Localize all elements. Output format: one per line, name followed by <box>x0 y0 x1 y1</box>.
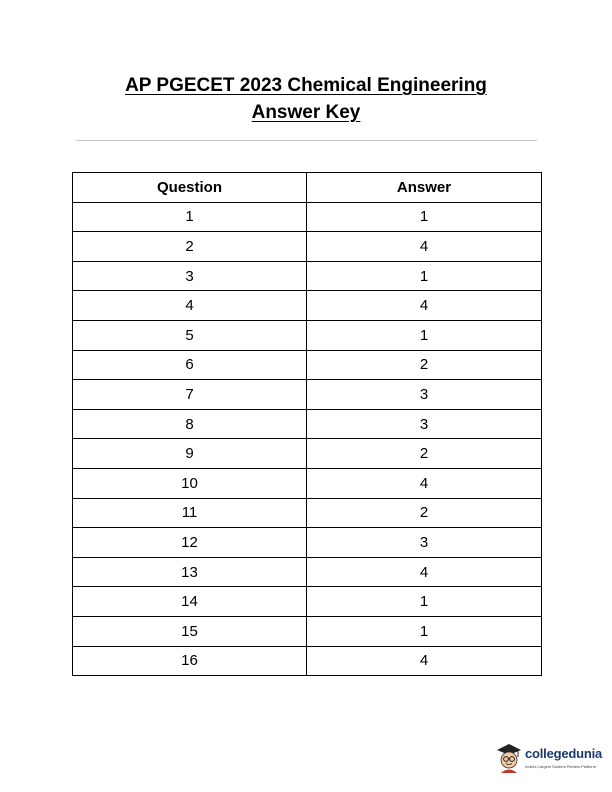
answer-cell: 3 <box>307 380 542 410</box>
collegedunia-logo <box>495 742 612 778</box>
table-row <box>73 528 542 558</box>
question-number-cell: 8 <box>73 409 307 439</box>
answer-cell: 1 <box>307 261 542 291</box>
answer-cell: 4 <box>307 646 542 676</box>
table-row <box>73 616 542 646</box>
document-title <box>0 72 612 126</box>
question-number-cell: 7 <box>73 380 307 410</box>
answer-key-table <box>72 172 542 676</box>
question-number-cell: 4 <box>73 291 307 321</box>
student-mascot-icon <box>495 742 523 774</box>
answer-cell: 3 <box>307 528 542 558</box>
question-number-cell: 16 <box>73 646 307 676</box>
answer-cell: 4 <box>307 468 542 498</box>
table-row <box>73 380 542 410</box>
question-number-cell: 12 <box>73 528 307 558</box>
table-row <box>73 350 542 380</box>
answer-cell: 2 <box>307 439 542 469</box>
title-line-2: Answer Key <box>251 102 361 123</box>
question-number-cell: 11 <box>73 498 307 528</box>
answer-cell: 3 <box>307 409 542 439</box>
question-number-cell: 9 <box>73 439 307 469</box>
answer-cell: 4 <box>307 232 542 262</box>
table-row <box>73 439 542 469</box>
table-header-row <box>73 173 542 203</box>
table-row <box>73 409 542 439</box>
table-row <box>73 468 542 498</box>
question-number-cell: 15 <box>73 616 307 646</box>
question-number-cell: 10 <box>73 468 307 498</box>
question-number-cell: 1 <box>73 202 307 232</box>
question-number-cell: 13 <box>73 557 307 587</box>
question-number-cell: 5 <box>73 320 307 350</box>
answer-cell: 4 <box>307 291 542 321</box>
answer-column-header: Answer <box>307 173 542 203</box>
logo-name: collegedunia <box>525 746 603 761</box>
question-number-cell: 2 <box>73 232 307 262</box>
answer-cell: 1 <box>307 587 542 617</box>
table-row <box>73 202 542 232</box>
table-row <box>73 646 542 676</box>
table-row <box>73 498 542 528</box>
question-number-cell: 14 <box>73 587 307 617</box>
table-row <box>73 291 542 321</box>
answer-cell: 2 <box>307 498 542 528</box>
answer-cell: 2 <box>307 350 542 380</box>
answer-cell: 1 <box>307 320 542 350</box>
table-row <box>73 587 542 617</box>
table-row <box>73 232 542 262</box>
table-row <box>73 261 542 291</box>
answer-cell: 1 <box>307 202 542 232</box>
question-number-cell: 6 <box>73 350 307 380</box>
question-column-header: Question <box>73 173 307 203</box>
title-line-1: AP PGECET 2023 Chemical Engineering <box>125 75 487 96</box>
answer-cell: 1 <box>307 616 542 646</box>
question-number-cell: 3 <box>73 261 307 291</box>
title-divider <box>76 140 537 141</box>
table-row <box>73 557 542 587</box>
table-row <box>73 320 542 350</box>
answer-cell: 4 <box>307 557 542 587</box>
logo-tagline: India's Largest Student Review Platform <box>525 764 597 769</box>
